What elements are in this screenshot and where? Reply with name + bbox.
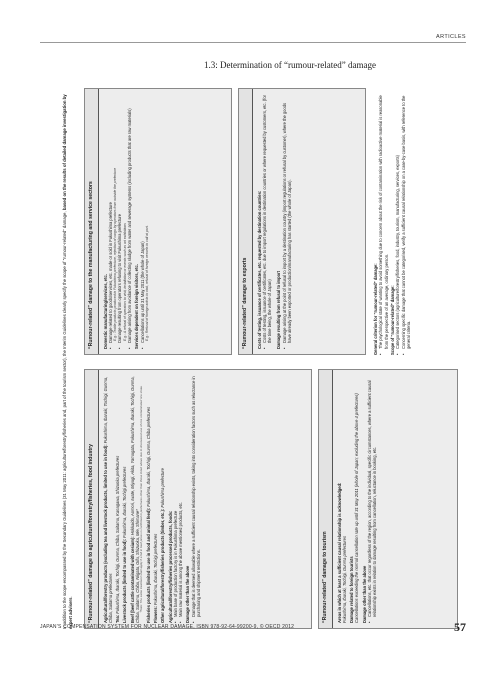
agri-section-regions: Fukushima, Ibaraki, Tochigi, Gunma, Chiba prefectures [145, 406, 151, 508]
agriculture-panel-title: “Rumour-related” damage to agriculture/forestry/fisheries, food industry [85, 370, 99, 628]
rotated-figure-content [56, 80, 462, 637]
scope-bullet: • Categorised sectors (agriculture/forestry/fisheries, food, industry, tourism, manufacturing, services, exports) [395, 90, 400, 355]
exports-panel-title: “Rumour-related” damage to exports [239, 89, 253, 354]
agri-section-head: Other agricultural/forestry/fisheries products (timber, etc.): [160, 508, 166, 623]
manufacturing-panel-title: “Rumour-related” damage to the manufacturing and service sectors [85, 89, 99, 354]
exports-panel-body [253, 89, 294, 354]
agri-other-head: Damage other than the above [185, 565, 191, 623]
exports-refusal-head: Damage resulting from refusal to import [276, 270, 282, 349]
services-note: E.g.: Refusal of foreign artists to visit, refusal of foreign vessels to call at port. [144, 225, 149, 341]
spacer [272, 94, 274, 349]
agri-section-regions: Fukushima, Ibaraki, Tochigi, Gunma, Chiba, Saitama, Kanagawa, Shizuoka prefectures [115, 455, 121, 615]
agri-section-head: Beef (beef cattle contaminated with cesium): [129, 536, 135, 623]
tourism-panel [318, 369, 458, 629]
agri-section-regions: Fukushima, Ibaraki, Tochigi prefectures [153, 533, 159, 607]
manufacturing-panel-body [99, 89, 151, 354]
domestic-bullet: • Damage related to goods/services, etc. made or sold in Fukushima prefecture [108, 94, 113, 349]
tourism-other-head: Damage other than the above [361, 565, 367, 623]
agri-section-7 [153, 375, 158, 623]
domestic-bullet: • Damage arising from avoidance of collecting sludge from water and sewerage systems (including products that are raw materials) [127, 94, 132, 349]
tourism-foreign-head: Damage related to foreign tourists [349, 556, 355, 623]
tourism-panel-title: “Rumour-related” damage to tourism [319, 370, 333, 628]
tourism-area-text: Fukushima, Ibaraki, Tochigi, Gunma prefectures [341, 536, 347, 623]
intro-text: In addition to the scope encompassed by the Secondary Guidelines (31 May 2011: agriculture/forestry/fisheries and, part of the tourism sector), the Interim Guidelines clearly specify the scope of “rumour-related” damage, [62, 210, 67, 629]
figure-title: 1.3: Determination of “rumour-related” damage [204, 60, 376, 70]
tourism-panel-body [333, 370, 380, 628]
services-bullet: • Cancellations up until 31 May 2011 (the whole of Japan) [140, 94, 145, 349]
agriculture-panel [84, 369, 312, 629]
processed-bullet: • Main base of production factory is in Fukushima prefecture [173, 375, 178, 623]
services-head: Services dependent on foreign visitors, etc. [134, 264, 140, 349]
agri-section-head: Flowers: [153, 606, 159, 623]
agri-section-head: Agricultural/forestry products (excluding tea and livestock products, limited to use in food): [102, 444, 108, 623]
agri-section-head: Tea: [115, 614, 121, 623]
agri-section-1 [103, 375, 113, 623]
manufacturing-panel [84, 88, 232, 355]
domestic-bullet: • Damage resulting from operators refusing to visit Fukushima prefecture [117, 94, 122, 349]
scope-bullet: • Concerning specific damage that cannot be categorised, verify a sufficient causal relationship on a case-by-case basis, with reference to the general criteria. [401, 90, 412, 355]
criteria-block [372, 90, 411, 355]
tourism-foreign-text: Cancellations exceeding the normal cancellation rate up until 31 May 2011 (whole of Japan; excluding the above 4 prefectures) [354, 393, 360, 623]
agri-section-3 [122, 375, 127, 623]
agri-section-regions: Fukushima, Ibaraki, Tochigi, Gunma, Chiba, Saitama prefectures [102, 376, 113, 623]
tourism-other-bullet: • Cancellations, etc. that occur regardless of the region, according to the individual, specific circumstances, where a sufficient causal relationship exists in relation to damage resulting from cancellation, reluctance in booking, etc. [367, 375, 377, 623]
agriculture-panel-body [99, 370, 203, 628]
domestic-note: E.g.: Textile products produced in Fukushima prefecture, rejection of cargo by operators from outside the prefecture [113, 167, 118, 341]
scope-head: Scope of “rumour-related” damage: [389, 285, 395, 355]
agri-section-regions: Hokkaido, Aomori, Iwate, Miyagi, Akita, Yamagata, Fukushima, Ibaraki, Tochigi, Gunma, Chiba, Saitama, Chiba, Niigata, Gifu, Shizuoka, Mie, Shimane* [129, 376, 140, 623]
domestic-note: E.g.: A refusal of operators to visit, installation or events such as art exhibitions [122, 223, 127, 341]
footer-citation: JAPAN’S COMPENSATION SYSTEM FOR NUCLEAR DAMAGE, ISBN 978-92-64-99200-9, © OECD 2012 [40, 624, 295, 630]
exports-costs-bullet: • Costs of testing, issuance of certificates, etc. due to import regulations in destination countries or where requested by customers, etc. (for the time being, the whole of Japan) [262, 94, 272, 349]
agri-section-head: Fisheries products (limited to use in food and animal feed): [145, 507, 151, 623]
header-rule [40, 42, 466, 43]
intro-paragraph [62, 89, 73, 629]
exports-panel [238, 88, 366, 355]
agri-section-head: Agricultural/forestry/fisheries processed products, foods: [167, 510, 173, 623]
agri-section-regions: Fukushima, Ibaraki, Tochigi prefectures [122, 466, 128, 540]
processed-bullet: • Main raw material is among the above mentioned products, etc. [178, 375, 183, 623]
general-criterion-bullet: • The psychological state of wanting to avoid something due to concern about the risk of contamination with radioactive material is reasonable from the perspective of an average, ordinary person. [378, 90, 389, 355]
agri-section-head: Livestock products (limited to use in food): [122, 539, 128, 623]
agri-section-8 [160, 375, 165, 623]
intro-bold: based on the results of detailed damage investigation by expert advisers [62, 94, 73, 629]
beef-note: *Note: The same treatment shall apply if a fall in beef prices is confirmed in prefectures other than those listed above due to discovered use of rice contaminated rice straw. [139, 385, 144, 613]
tourism-area-head: Areas in which at least a sufficient causal relationship is acknowledged: [336, 482, 342, 623]
agri-section-2 [115, 375, 120, 623]
rotated-figure-area [56, 80, 462, 637]
page-number: 57 [454, 620, 466, 634]
agri-other-bullet: • Damage that is deemed allowable where a sufficient causal relationship exists, taking into consideration factors such as reluctance in purchasing and shipment restrictions. [191, 375, 201, 623]
general-criterion-head: General criterion for “rumour-related” damage: [373, 263, 378, 355]
exports-costs-head: Costs of testing, issuance of certificates, etc. requested by destination countries: [256, 190, 262, 349]
agri-section-regions: Fukushima prefecture [160, 468, 166, 509]
exports-refusal-bullet: • Damage arising at the point of refusal to import by a destination country (import regulations or refusal by customer), where the goods have already been exported or production/manufacturing has started (the whole of Japan). [282, 94, 292, 349]
section-label: ARTICLES [436, 34, 466, 40]
agri-section-6 [146, 375, 151, 623]
intro-end: . [67, 596, 73, 598]
domestic-head: Domestic manufacturing/services, etc. [102, 274, 108, 349]
